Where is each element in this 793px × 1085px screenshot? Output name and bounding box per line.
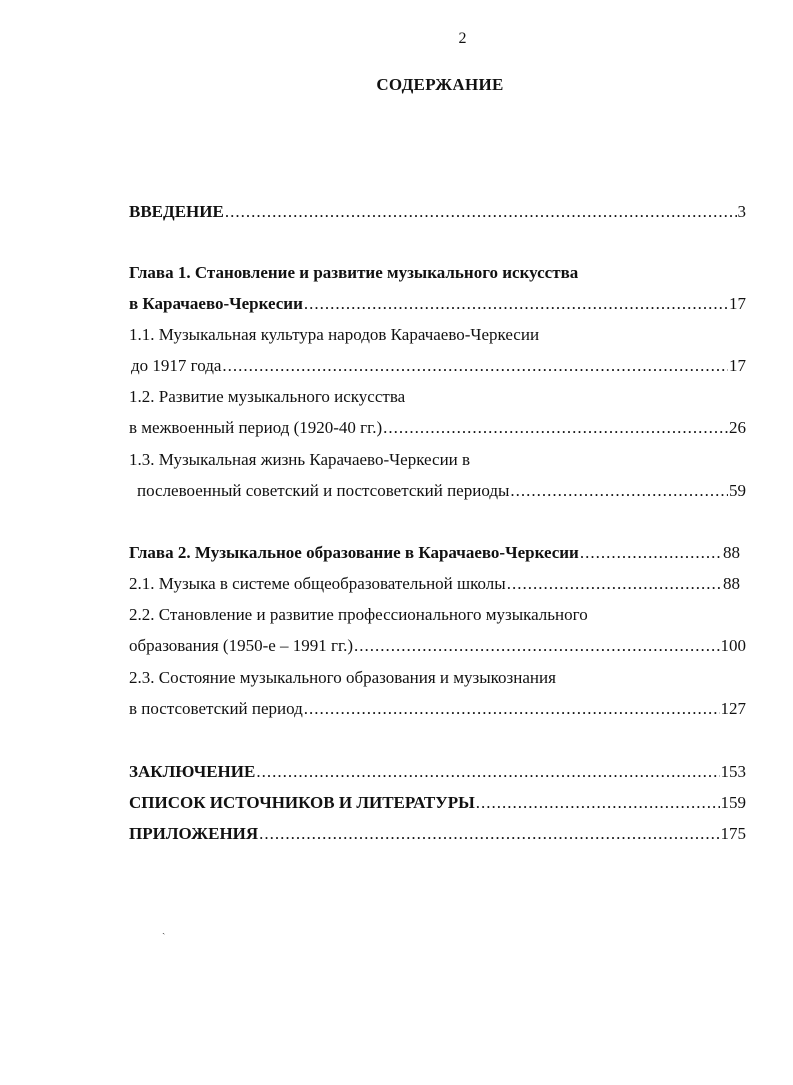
toc-page-number: 59: [729, 481, 746, 500]
dot-leader: [222, 354, 728, 378]
toc-entry-title: 2.2. Становление и развитие профессионального музыкального: [129, 605, 588, 624]
toc-section-1-2-line1: [129, 385, 746, 409]
toc-entry-title: до 1917 года: [131, 356, 222, 375]
toc-entry-title: послевоенный советский и постсоветский периоды: [137, 481, 510, 500]
toc-section-2-2-line2: [129, 634, 746, 658]
toc-section-1-3-line1: [129, 448, 746, 472]
toc-section-1-3-line2: [129, 479, 746, 503]
toc-entry-title: образования (1950-е – 1991 гг.): [129, 636, 353, 655]
dot-leader: [304, 292, 728, 316]
toc-chapter-2: [129, 541, 740, 565]
dot-leader: [304, 697, 720, 721]
toc-page-number: 175: [720, 824, 746, 843]
toc-entry-title: ЗАКЛЮЧЕНИЕ: [129, 762, 256, 781]
dot-leader: [580, 541, 722, 565]
toc-page-number: 88: [723, 574, 740, 593]
toc-page-number: 159: [720, 793, 746, 812]
toc-entry-title: ВВЕДЕНИЕ: [129, 202, 224, 221]
toc-section-2-2-line1: [129, 603, 746, 627]
dot-leader: [510, 479, 728, 503]
dot-leader: [225, 200, 737, 224]
toc-entry-title: в межвоенный период (1920-40 гг.): [129, 418, 383, 437]
toc-entry-appendix: [129, 822, 746, 846]
toc-page-number: 17: [729, 294, 746, 313]
dot-leader: [354, 634, 720, 658]
toc-page-number: 100: [720, 636, 746, 655]
toc-page-number: 127: [720, 699, 746, 718]
toc-entry-title: 1.3. Музыкальная жизнь Карачаево-Черкесии в: [129, 450, 471, 469]
toc-page-number: 3: [737, 202, 746, 221]
toc-chapter-1-heading: [129, 261, 746, 285]
toc-entry-title: СПИСОК ИСТОЧНИКОВ И ЛИТЕРАТУРЫ: [129, 793, 475, 812]
dot-leader: [259, 822, 719, 846]
toc-section-2-3-line1: [129, 666, 746, 690]
toc-section-2-3-line2: [129, 697, 746, 721]
toc-entry-title: 1.1. Музыкальная культура народов Карачаево-Черкесии: [129, 325, 540, 344]
dot-leader: [507, 572, 722, 596]
toc-section-1-1-line1: [129, 323, 746, 347]
toc-entry-title: Глава 2. Музыкальное образование в Карачаево-Черкесии: [129, 543, 579, 562]
toc-page-number: 26: [729, 418, 746, 437]
toc-entry-title: в постсоветский период: [129, 699, 303, 718]
toc-page-number: 153: [720, 762, 746, 781]
toc-entry-sources: [129, 791, 746, 815]
page-number: 2: [458, 30, 467, 47]
toc-entry-intro: [129, 200, 746, 224]
toc-entry-title: Глава 1. Становление и развитие музыкального искусства: [129, 263, 579, 282]
toc-page-number: 88: [723, 543, 740, 562]
dot-leader: [383, 416, 728, 440]
dot-leader: [256, 760, 719, 784]
toc-section-1-2-line2: [129, 416, 746, 440]
toc-entry-title: 2.1. Музыка в системе общеобразовательной школы: [129, 574, 506, 593]
toc-section-2-1: [129, 572, 740, 596]
toc-section-1-1-line2: [129, 354, 746, 378]
toc-entry-title: в Карачаево-Черкесии: [129, 294, 303, 313]
page-title: СОДЕРЖАНИЕ: [376, 75, 504, 94]
dot-leader: [476, 791, 720, 815]
toc-chapter-1-tail: [129, 292, 746, 316]
toc-entry-conclusion: [129, 760, 746, 784]
toc-entry-title: ПРИЛОЖЕНИЯ: [129, 824, 259, 843]
toc-page-number: 17: [729, 356, 746, 375]
toc-entry-title: 2.3. Состояние музыкального образования и музыкознания: [129, 668, 556, 687]
toc-entry-title: 1.2. Развитие музыкального искусства: [129, 387, 406, 406]
scan-speck: ˏ: [162, 924, 166, 935]
